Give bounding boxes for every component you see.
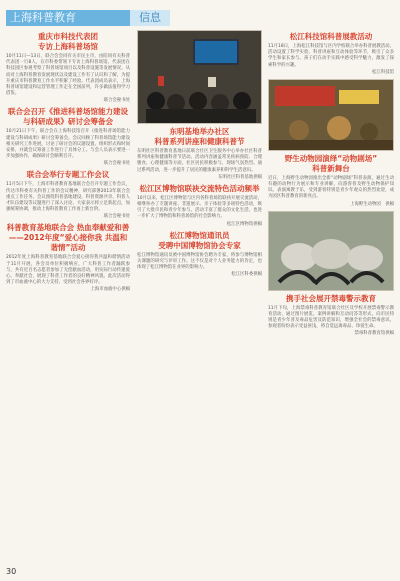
article-source: 联合会秘书处 bbox=[103, 98, 130, 104]
article-source: 东明社区科普基地供稿 bbox=[218, 174, 262, 180]
article-title: 松江区博物馆联袂交流特色活动频举 bbox=[139, 183, 260, 193]
article-title: 野生动物园演绎“动物剧场” 科普新舞台 bbox=[284, 153, 378, 173]
animal-show-photo bbox=[268, 79, 394, 151]
article-body: 11月下旬，上海禁毒科普教育馆联合社区及学校开展禁毒警示教育活动，通过图片展览、案例讲解和互动问答等形式，向市民特别是青少年普及毒品危害及防范知识，增强全社会的禁毒意识。参观者纷纷表示受益匪浅，将自觉远离毒品、珍爱生命。 bbox=[268, 305, 394, 330]
article-title: 携手社会展开禁毒警示教育 bbox=[286, 293, 376, 303]
article-title: 重庆市科技代表团 专访上海科普场馆 bbox=[38, 32, 98, 51]
article-source: 上海野生动物园 供稿 bbox=[350, 201, 394, 207]
article-title: 松江科技馆科普展教活动 bbox=[289, 32, 373, 41]
article-title: 联合会举行专题工作会议 bbox=[26, 170, 110, 180]
article-source: 松江科技馆 bbox=[372, 69, 394, 75]
article-body: 10月21日下午，联合会在上海科技馆召开《推进科普场馆能力建设与科研成果》研讨会筹备会。会议回顾了科普场馆能力建设相关研究工作进展，讨论了研讨会的议题设置、组织形式和时间安排，并就会议筹备工作进行了具体分工。与会人员表示要进一步加强协作，确保研讨会顺利召开。 bbox=[6, 129, 130, 160]
article-body: 10月11日—13日，联合会会同有关市民主市，由陪同有关科普代表团一行8人，在市科委带领下专访上海科普场馆。代表团在科技园区参观考察了科普场馆项目以及科普设施等发展情况。从而对上海科普教育发展现状以及建设工作有了认识和了解，为提升重庆市科普教育工作水平积累了经验。代表团成员表示，上海科普场馆建设和运营管理工作走在全国前列，许多做法值得学习借鉴。 bbox=[6, 54, 130, 97]
article-source: 上海市血液中心供稿 bbox=[90, 287, 130, 293]
banner-tag: 信息 bbox=[130, 10, 170, 26]
lecture-audience-image bbox=[138, 31, 262, 123]
column-2 bbox=[137, 30, 262, 281]
article-source: 禁毒科普教育馆供稿 bbox=[354, 331, 394, 337]
page-number: 30 bbox=[6, 567, 17, 576]
article-body: 东明社区科普教育基地日前联合社区卫生服务中心举办社区科普系列讲座和健康科普节活动。活动内容涵盖常见疾病预防、合理膳食、心理健康等方面，社区居民积极参与，现场气氛热烈。通过系列活动，进一步提升了居民的健康素养和科学生活意识。 bbox=[137, 149, 262, 173]
article-body: 11月5日下午，上海市科普教育基地联合会召开专题工作会议，传达市科委有关科普工作的会议精神，研究部署2013年联合会重点工作任务。会议围绕科普基地建设、科普资源共享、科普人才队伍建设等议题进行了深入讨论，大家表示将立足新起点，加强统筹协调，推动上海科普教育工作再上新台阶。 bbox=[6, 182, 130, 213]
article-title: 联合会召开《推进科普场馆能力建设 与科研成果》研讨会筹备会 bbox=[8, 107, 128, 127]
article-body: 11月18日，上海松江科技馆与区内学校联合举办科普展教活动。活动设置了科学实验、科普讲座和互动体验等环节，吸引了众多学生和家长参与。孩子们在动手实践中感受科学魅力，激发了探索科学的兴趣。 bbox=[268, 44, 394, 68]
article-source: 联合会秘书处 bbox=[103, 161, 130, 167]
column-3 bbox=[268, 30, 394, 340]
column-1 bbox=[6, 30, 130, 296]
article-source: 联合会秘书处 bbox=[103, 214, 130, 220]
article-source: 松江区博物馆供稿 bbox=[226, 221, 262, 227]
lemur-group-image bbox=[269, 212, 394, 290]
lemurs-photo bbox=[268, 211, 394, 291]
article-body: 2012年度上海科普教育基地联合会爱心接你我共温和谐情活动于11月开展，各会员单位积极响应，广大科普工作者踊跃参与，共有近百名志愿者参加了无偿献血活动，用实际行动传递爱心、奉献社会，展现了科普工作者的良好精神风貌。此次活动得到了市血液中心的大力支持，受到社会各界好评。 bbox=[6, 255, 130, 286]
article-body: 松江博物馆通讯员被中国博物馆协会聘为专家，将参与博物馆相关课题的研究与评审工作。这不仅是对个人业务能力的肯定，也体现了松江博物馆在业界的影响力。 bbox=[137, 252, 262, 271]
article-body: 近日，上海野生动物园推出全新“动物剧场”科普表演，通过生动有趣的动物行为展示和专业讲解，向游客普及野生动物保护知识。表演寓教于乐，受到游客特别是青少年观众的热烈欢迎，成为园区科普教育的新亮点。 bbox=[268, 175, 394, 200]
article-title: 科普教育基地联合会 热血奉献爱和善 ——2012年度“爱心接你我 共温和谐情”活动 bbox=[6, 223, 130, 253]
article-title: 松江博物馆通讯员 受聘中国博物馆协会专家 bbox=[158, 230, 241, 250]
article-title: 东明基地举办社区 科普系列讲座和健康科普节 bbox=[154, 127, 245, 146]
animal-theatre-image bbox=[269, 80, 394, 150]
article-source: 松江区科委供稿 bbox=[231, 272, 262, 278]
lecture-photo bbox=[137, 30, 262, 124]
banner-label: 上海科普教育 bbox=[10, 11, 76, 24]
article-body: 10月以来，松江区博物馆与区内各科普场馆联袂开展交流活动，相继举办了专题讲座、非遗展示、亲子体验等多项特色活动，吸引了大批市民和青少年参与。活动丰富了群众的文化生活，也进一步扩大了博物馆和科普场馆的社会影响力。 bbox=[137, 195, 262, 220]
section-banner bbox=[6, 10, 161, 26]
